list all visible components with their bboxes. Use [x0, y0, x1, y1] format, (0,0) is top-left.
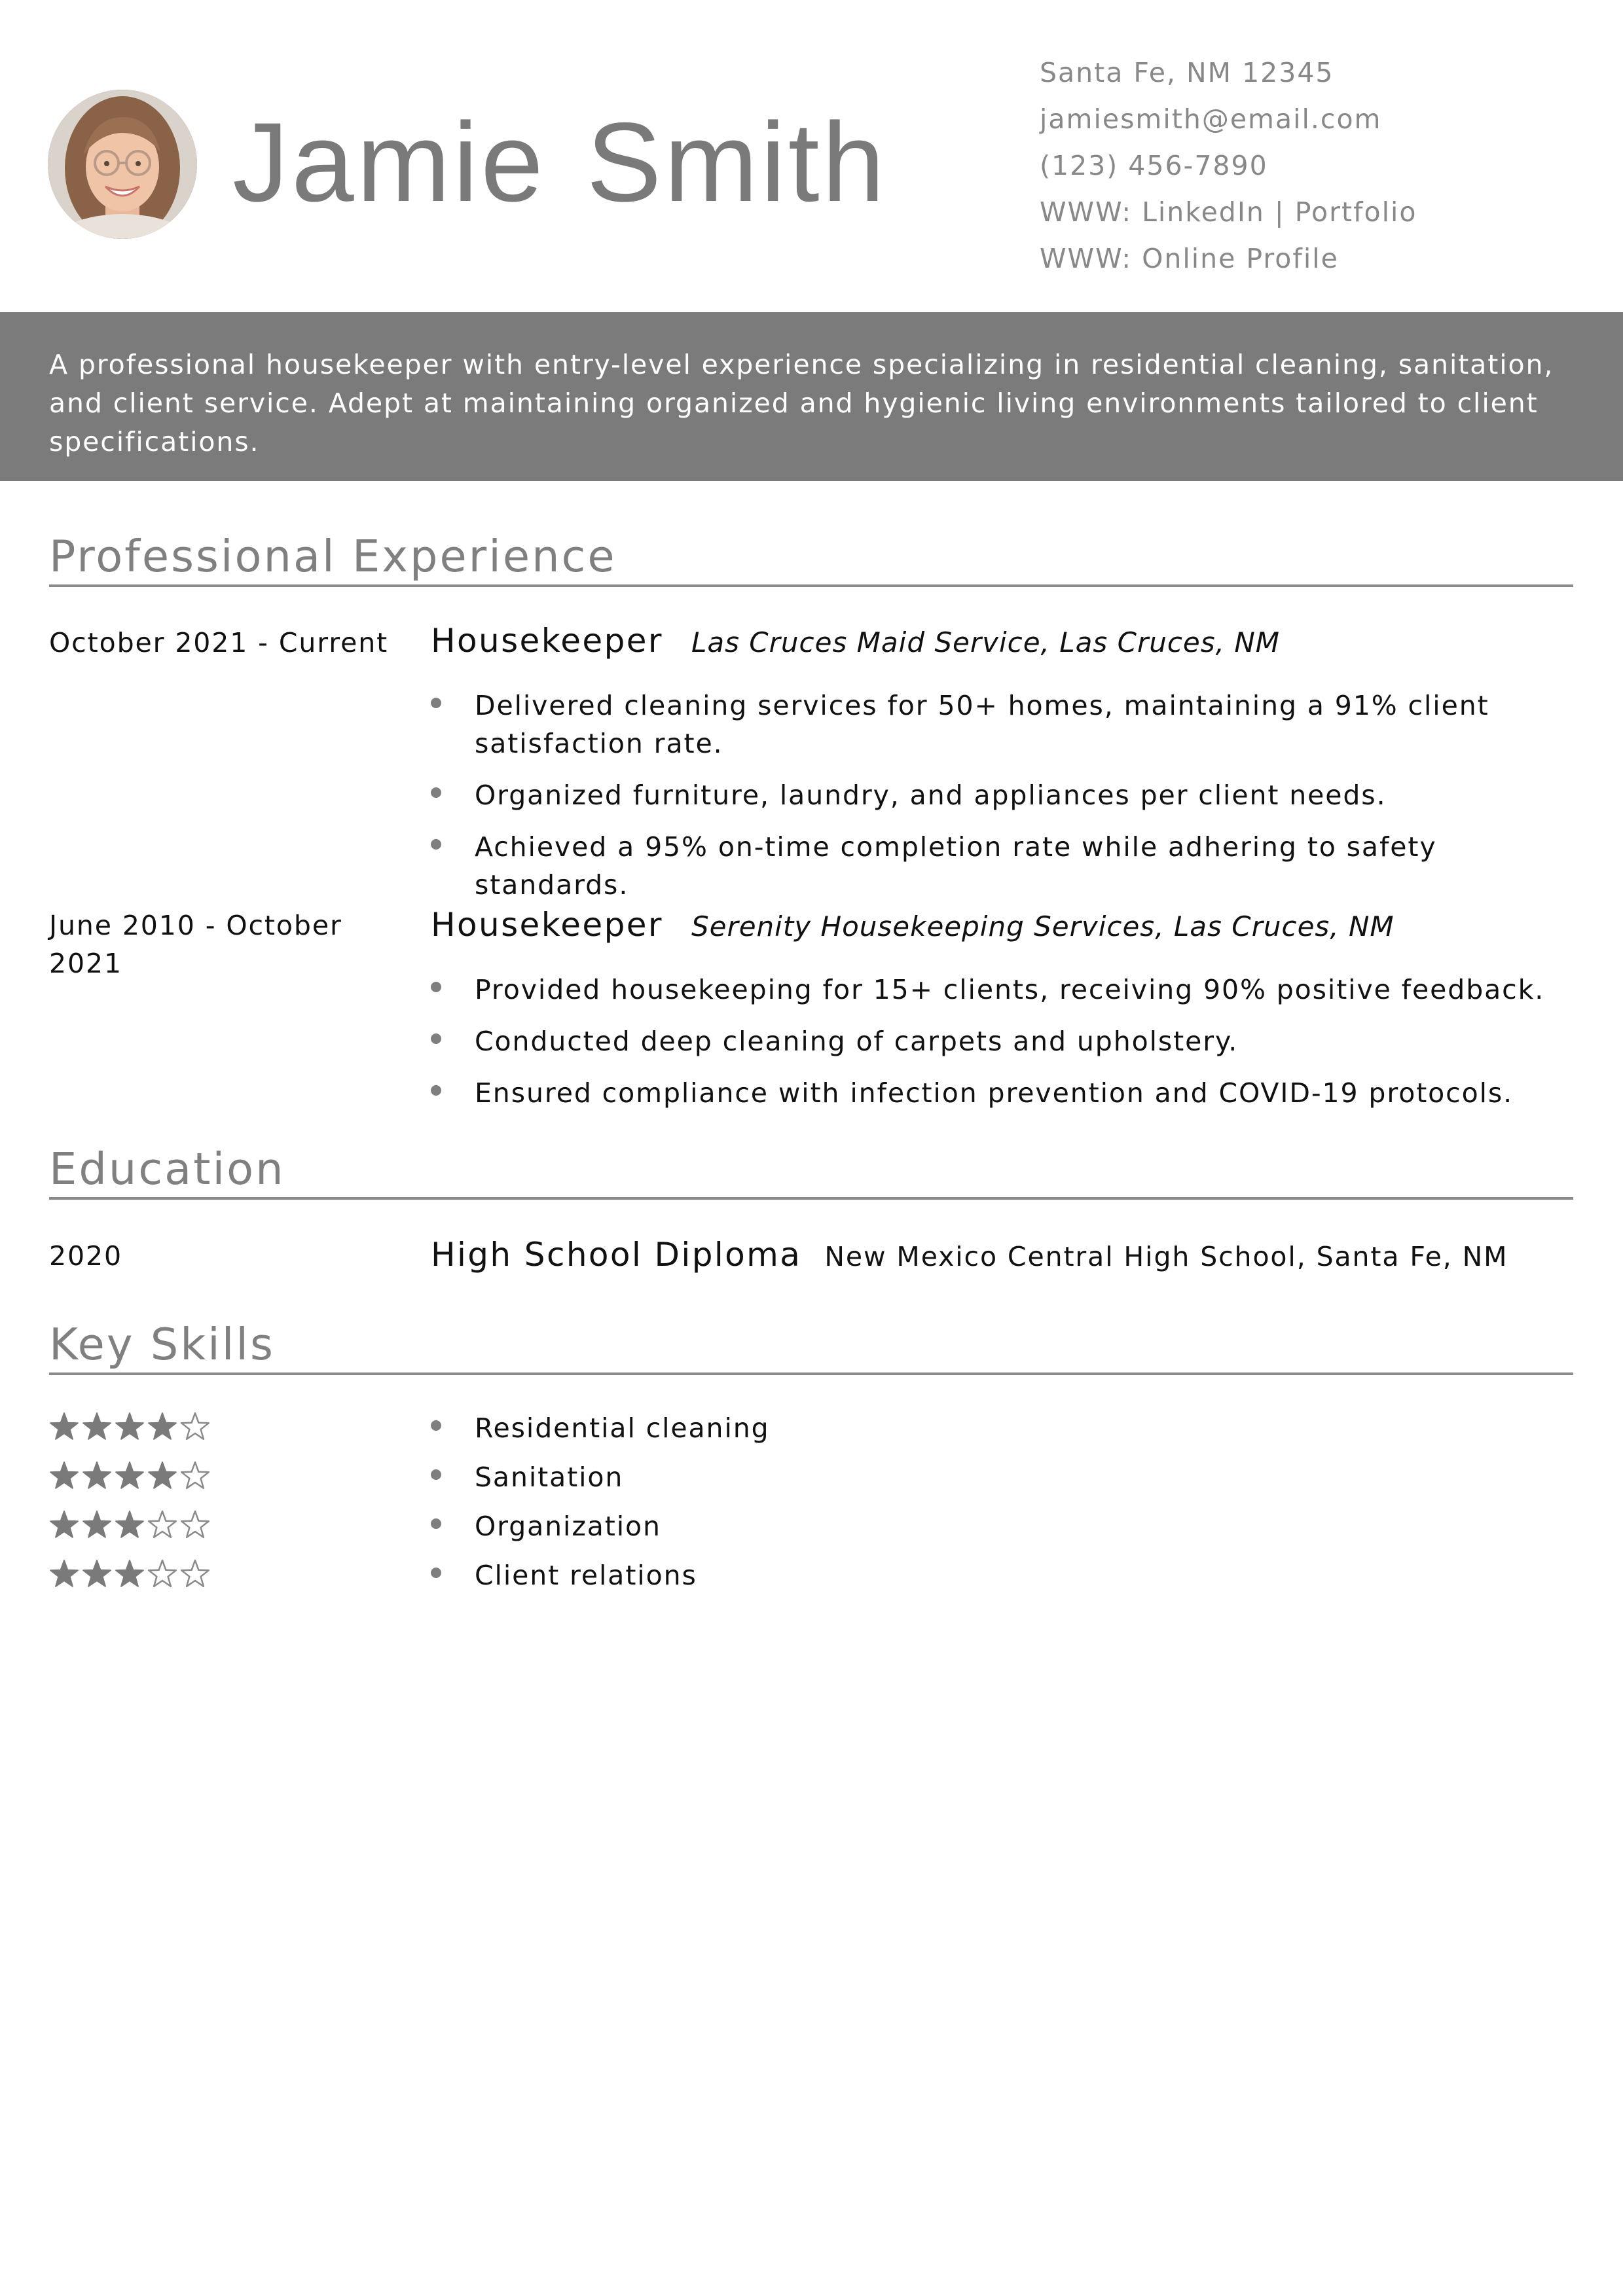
- bullet-icon: [431, 839, 441, 850]
- profile-photo: [48, 90, 197, 239]
- star-filled-icon: [50, 1560, 78, 1587]
- summary-banner: [0, 312, 1623, 481]
- star-filled-icon: [83, 1560, 111, 1587]
- job-bullets: [431, 971, 1590, 1126]
- education-year: 2020: [49, 1240, 122, 1272]
- skills-list: [431, 1408, 770, 1605]
- bullet-text: Conducted deep cleaning of carpets and upholstery.: [475, 1026, 1239, 1057]
- rating-stars: [49, 1559, 213, 1589]
- star-empty-icon: [149, 1511, 176, 1537]
- job-company: Las Cruces Maid Service, Las Cruces, NM: [691, 626, 1281, 658]
- bullet-icon: [431, 1518, 441, 1529]
- bullet-icon: [431, 1033, 441, 1044]
- rating-stars: [49, 1412, 213, 1442]
- bullet-icon: [431, 1568, 441, 1578]
- section-title-experience: Professional Experience: [49, 529, 1573, 587]
- list-item: [431, 1074, 1590, 1112]
- job-company: Serenity Housekeeping Services, Las Cruces, NM: [691, 910, 1395, 942]
- bullet-icon: [431, 787, 441, 798]
- bullet-text: Achieved a 95% on-time completion rate while adhering to safety standards.: [475, 831, 1437, 901]
- bullet-icon: [431, 982, 441, 992]
- education-entry: [431, 1236, 1508, 1274]
- bullet-text: Organized furniture, laundry, and appliances per client needs.: [475, 780, 1387, 811]
- bullet-icon: [431, 1469, 441, 1480]
- job-header: [431, 622, 1280, 660]
- job-title: Housekeeper: [431, 906, 663, 944]
- job-header: [431, 906, 1395, 944]
- bullet-icon: [431, 698, 441, 708]
- skill-name: Residential cleaning: [475, 1412, 770, 1444]
- contact-block: [1040, 50, 1417, 282]
- skill-rating: [49, 1559, 213, 1589]
- list-item: [431, 687, 1590, 762]
- star-filled-icon: [116, 1560, 143, 1587]
- list-item: [431, 1556, 770, 1605]
- bullet-text: Ensured compliance with infection prevention and COVID-19 protocols.: [475, 1077, 1514, 1109]
- contact-web-profile[interactable]: WWW: Online Profile: [1040, 243, 1339, 274]
- bullet-text: Provided housekeeping for 15+ clients, receiving 90% positive feedback.: [475, 974, 1545, 1005]
- star-empty-icon: [181, 1511, 209, 1537]
- portrait-image: [48, 90, 197, 239]
- list-item: [431, 1408, 770, 1458]
- job-dates: June 2010 - October 2021: [49, 910, 342, 979]
- list-item: [431, 776, 1590, 814]
- section-title-skills: Key Skills: [49, 1317, 1573, 1375]
- job-title: Housekeeper: [431, 622, 663, 660]
- star-filled-icon: [50, 1462, 78, 1488]
- contact-location: Santa Fe, NM 12345: [1040, 57, 1334, 88]
- skill-rating: [49, 1412, 213, 1442]
- contact-web-links[interactable]: WWW: LinkedIn | Portfolio: [1040, 196, 1417, 228]
- bullet-icon: [431, 1085, 441, 1096]
- star-filled-icon: [116, 1462, 143, 1488]
- education-school: New Mexico Central High School, Santa Fe, NM: [824, 1241, 1508, 1272]
- star-empty-icon: [181, 1413, 209, 1439]
- rating-stars: [49, 1461, 213, 1491]
- star-filled-icon: [83, 1413, 111, 1439]
- star-empty-icon: [149, 1560, 176, 1587]
- contact-email[interactable]: jamiesmith@email.com: [1040, 103, 1382, 135]
- skill-name: Client relations: [475, 1560, 697, 1591]
- job-bullets: [431, 687, 1590, 918]
- list-item: [431, 971, 1590, 1009]
- job-dates: October 2021 - Current: [49, 627, 389, 658]
- bullet-icon: [431, 1420, 441, 1431]
- summary-text: A professional housekeeper with entry-level experience specializing in residential cleaning, sanitation, and client service. Adept at maintaining organized and hygienic living environments tailored to client specifications.: [49, 349, 1554, 457]
- skill-name: Sanitation: [475, 1462, 624, 1493]
- rating-stars: [49, 1510, 213, 1540]
- education-degree: High School Diploma: [431, 1236, 802, 1274]
- contact-phone[interactable]: (123) 456-7890: [1040, 150, 1268, 181]
- skill-name: Organization: [475, 1511, 661, 1542]
- list-item: [431, 828, 1590, 904]
- star-empty-icon: [181, 1560, 209, 1587]
- skill-rating: [49, 1510, 213, 1540]
- section-title-education: Education: [49, 1141, 1573, 1200]
- star-filled-icon: [83, 1462, 111, 1488]
- star-filled-icon: [116, 1511, 143, 1537]
- star-filled-icon: [149, 1413, 176, 1439]
- list-item: [431, 1507, 770, 1556]
- star-filled-icon: [50, 1511, 78, 1537]
- list-item: [431, 1458, 770, 1507]
- candidate-name: Jamie Smith: [232, 99, 888, 225]
- bullet-text: Delivered cleaning services for 50+ homes, maintaining a 91% client satisfaction rate.: [475, 690, 1489, 759]
- star-filled-icon: [83, 1511, 111, 1537]
- star-filled-icon: [149, 1462, 176, 1488]
- star-filled-icon: [116, 1413, 143, 1439]
- star-empty-icon: [181, 1462, 209, 1488]
- list-item: [431, 1022, 1590, 1060]
- skill-rating: [49, 1461, 213, 1491]
- star-filled-icon: [50, 1413, 78, 1439]
